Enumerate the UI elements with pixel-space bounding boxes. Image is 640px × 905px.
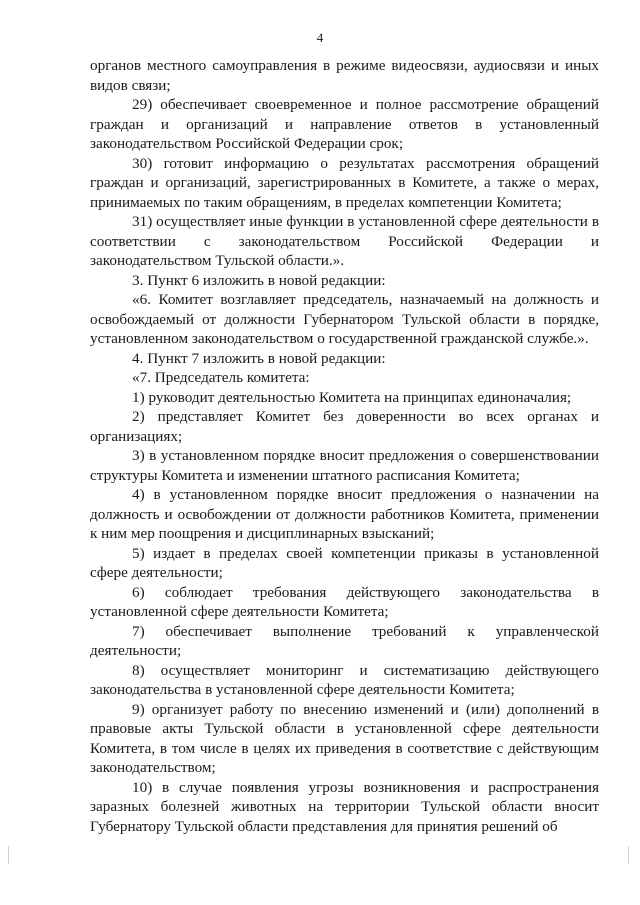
paragraph-subitem-7: 7) обеспечивает выполнение требований к управленческой деятельности; xyxy=(90,622,599,659)
paragraph-item-29: 29) обеспечивает своевременное и полное рассмотрение обращений граждан и организаций и направление ответов в установленный законодательством Российской Федерации срок; xyxy=(90,96,599,152)
paragraph-subitem-8: 8) осуществляет мониторинг и систематизацию действующего законодательства в установленной сфере деятельности Комитета; xyxy=(90,661,599,698)
paragraph-subitem-5: 5) издает в пределах своей компетенции приказы в установленной сфере деятельности; xyxy=(90,544,599,581)
paragraph-subitem-2: 2) представляет Комитет без доверенности во всех органах и организациях; xyxy=(90,408,599,445)
document-body xyxy=(90,56,599,836)
paragraph-clause-4: 4. Пункт 7 изложить в новой редакции: xyxy=(132,349,386,367)
paragraph-point-7-heading: «7. Председатель комитета: xyxy=(132,369,310,386)
paragraph-item-31: 31) осуществляет иные функции в установленной сфере деятельности в соответствии с законодательством Российской Федерации и законодательством Тульской области.». xyxy=(90,213,599,269)
scan-artifact-left xyxy=(8,846,9,864)
paragraph-subitem-3: 3) в установленном порядке вносит предложения о совершенствовании структуры Комитета и изменении штатного расписания Комитета; xyxy=(90,447,599,484)
paragraph-point-6: «6. Комитет возглавляет председатель, назначаемый на должность и освобождаемый от должности Губернатором Тульской области в порядке, установленном законодательством о государственной гражданской службе.». xyxy=(90,291,599,347)
paragraph-subitem-4: 4) в установленном порядке вносит предложения о назначении на должность и освобождении от должности работников Комитета, применении к ним мер поощрения и дисциплинарных взысканий; xyxy=(90,486,599,542)
paragraph-subitem-10: 10) в случае появления угрозы возникновения и распространения заразных болезней животных на территории Тульской области вносит Губернатору Тульской области представления для принятия решений об xyxy=(90,778,599,835)
paragraph-subitem-6: 6) соблюдает требования действующего законодательства в установленной сфере деятельности Комитета; xyxy=(90,583,599,620)
paragraph-subitem-9: 9) организует работу по внесению изменений и (или) дополнений в правовые акты Тульской области в установленной сфере деятельности Комитета, в том числе в целях их приведения в соответствие с действующим законодательством; xyxy=(90,700,599,776)
paragraph-clause-3: 3. Пункт 6 изложить в новой редакции: xyxy=(132,271,386,289)
page-number: 4 xyxy=(316,30,324,45)
paragraph-subitem-1: 1) руководит деятельностью Комитета на принципах единоначалия; xyxy=(132,388,572,406)
paragraph-item-30: 30) готовит информацию о результатах рассмотрения обращений граждан и организаций, зарегистрированных в Комитете, а также о мерах, принимаемых по таким обращениям, в пределах компетенции Комитета; xyxy=(90,154,599,211)
paragraph-continuation: органов местного самоуправления в режиме видеосвязи, аудиосвязи и иных видов связи; xyxy=(90,57,599,94)
scan-artifact-right xyxy=(628,846,629,864)
